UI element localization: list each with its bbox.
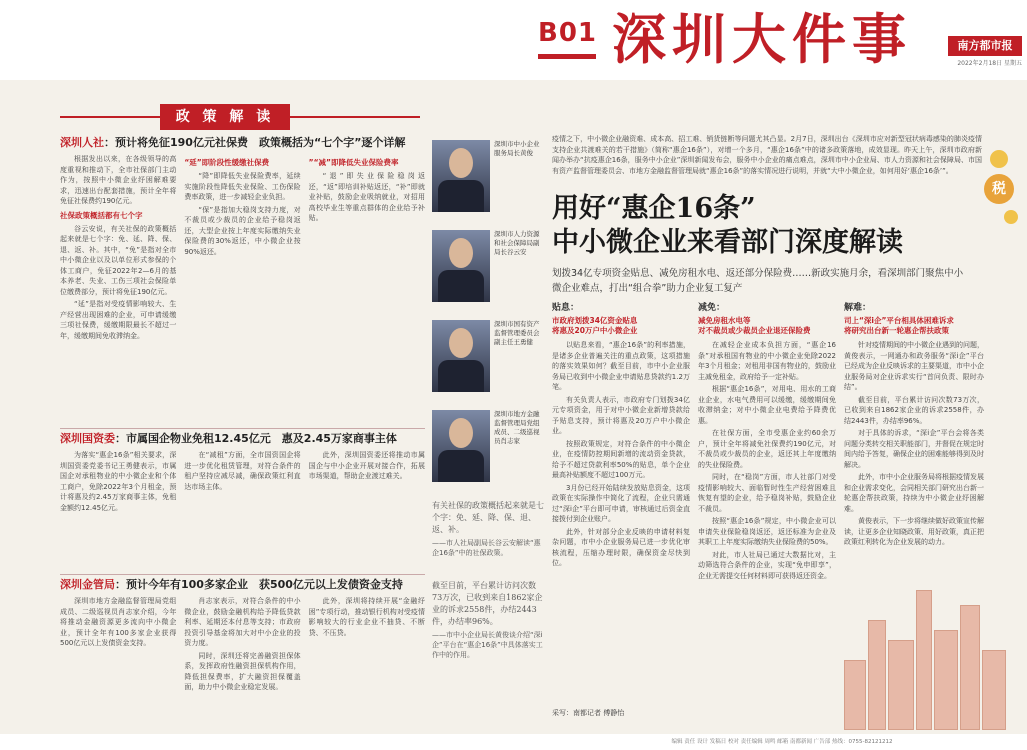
paragraph: “降”即降低失业保险费率，延续实施阶段性降低失业保险、工伤保险费率政策，进一步减轻企业负担。 <box>184 172 301 201</box>
paragraph: 以贴息来看，“惠企16条”的利率措施，是诸多企业普遍关注的重点政策，这项措施的落实效果如何？截至目前，市中小企业服务局已收到中小微企业申请贴息贷款约1.2万笔。 <box>552 341 690 391</box>
headline-line: 用好“惠企16条” <box>552 193 756 224</box>
article-column <box>184 450 300 515</box>
solution-title: 司上“深i企”平台相具体困难诉求 <box>844 316 954 325</box>
article-title: ：市属国企物业免租12.45亿元 惠及2.45万家商事主体 <box>115 432 397 445</box>
speaker-caption: 深圳市地方金融监督管理局党组成员、二级巡视员肖志家 <box>494 410 540 445</box>
main-headline <box>552 192 992 260</box>
paragraph: “延”是指对受疫情影响较大、生产经营出现困难的企业，可申请缓缴三项社保费，缓缴期限最长不超过一年，缓缴期间免收滞纳金。 <box>60 300 177 340</box>
solution-body <box>552 340 690 728</box>
solution-title: 减免房租水电等 <box>698 316 751 325</box>
paragraph: 此外，深圳将持续开展“金融纾困”专项行动，推动银行机构对受疫情影响较大的行业企业不抽贷、不断贷、不压贷。 <box>308 597 425 637</box>
pull-quote-source: ——市人社局副局长谷云安解读“惠企16条”中的社保政策。 <box>432 539 541 557</box>
speaker-photos <box>432 140 544 500</box>
article-column <box>60 450 176 515</box>
lead-paragraph: 疫情之下，中小微企业融资难、成本高、招工难、销货链断等问题尤其凸显。2月7日，深圳出台《深圳市应对新型冠状病毒感染的肺炎疫情支持企业共渡难关的若干措施》（简称“惠企16条”），对增一个多月，“惠企16条”中的诸多政策落地，成效显现。昨天上午，深圳市政府新闻办举办“抗疫惠企16条，服务中小企业”深圳新闻发布会，服务中小企业的痛点难点，深圳市中小企业局、市人力资源和社会保障局、市国有资产监督管理委员会、市地方金融监督管理局就“惠企16条”的落实情况进行说明，并就“大中小微企业，如何用好‘惠企16条’”。 <box>552 135 982 175</box>
article-source: 深圳金管局 <box>60 578 115 591</box>
pull-quote-source: ——市中小企业局长黄俊谈介绍“深i企”平台在“惠企16条”中具体落实工作中的作用。 <box>432 631 543 659</box>
solution-title: 将惠及20万户中小微企业 <box>552 326 638 335</box>
speaker-card <box>432 410 544 496</box>
article-headline <box>60 578 425 592</box>
solution-column-subsidy <box>552 302 690 728</box>
article-source: 深圳人社 <box>60 136 104 149</box>
pull-quote <box>432 580 544 660</box>
solution-column-reduction <box>698 302 836 728</box>
solution-label: 贴息： <box>552 303 580 313</box>
speaker-card <box>432 320 544 406</box>
solution-label: 解难： <box>844 303 872 313</box>
page-number: B01 <box>538 18 597 48</box>
solution-label: 减免： <box>698 303 726 313</box>
page-title: 深圳大件事 <box>612 7 912 71</box>
page-number-bar <box>538 54 596 59</box>
solution-body <box>844 340 984 586</box>
coin-icon <box>990 150 1008 168</box>
article-column <box>309 596 425 695</box>
paragraph: 此外，市中小企业服务局将根据疫情发展和企业需求变化，会同相关部门研究出台新一轮惠企帮扶政策，持续为中小微企业纾困解难。 <box>844 473 984 513</box>
paragraph: “保”是指加大稳岗支持力度，对不裁员或少裁员的企业给予稳岗返还，大型企业按上年度实际缴纳失业保险费的30%返还，中小微企业按90%返还。 <box>184 205 301 256</box>
article-headline <box>60 136 425 150</box>
article-divider <box>60 428 425 429</box>
article-columns <box>60 596 425 695</box>
paragraph: “退”即失业保险稳岗返还，“返”即培训补贴返还，“补”即就业补贴，鼓励企业吸纳就业，对招用高校毕业生等重点群体的企业给予补贴。 <box>308 172 425 222</box>
headline-line: 中小微企业来看部门深度解读 <box>552 227 903 258</box>
paragraph: 同时，在“稳岗”方面，市人社部门对受疫情影响较大、面临暂时性生产经营困难且恢复有望的企业，给予稳岗补贴，鼓励企业不裁员。 <box>698 473 836 513</box>
speaker-photo <box>432 140 490 212</box>
article-headline <box>60 432 425 446</box>
coin-icon <box>1004 210 1018 224</box>
masthead <box>0 0 1027 78</box>
article-title: ：预计将免征190亿元社保费 政策概括为“七个字”逐个详解 <box>104 136 406 149</box>
article-columns <box>60 450 425 515</box>
solution-body <box>698 340 836 728</box>
speaker-caption: 深圳市中小企业服务局长黄俊 <box>494 140 540 157</box>
article-column <box>309 450 425 515</box>
paragraph: 在减轻企业成本负担方面，“惠企16条”对承租国有物业的中小微企业免除2022年3个月租金；对租用非国有物业的，鼓励业主减免租金，政府给予一定补贴。 <box>698 341 836 381</box>
article-columns <box>60 154 425 343</box>
paragraph: 在“减租”方面，全市国资国企将进一步优化租赁管理，对符合条件的租户坚持应减尽减，确保政策红利直达市场主体。 <box>184 451 301 491</box>
article-state-assets <box>60 432 425 570</box>
speaker-caption: 深圳市国有资产监督管理委员会副主任王勇健 <box>494 320 540 346</box>
paragraph: 按照“惠企16条”规定，中小微企业可以申请失业保险稳岗返还，返还标准为企业及其职工上年度实际缴纳失业保险费的50%。 <box>698 517 836 546</box>
solution-title: 将研究出台新一轮惠企帮扶政策 <box>844 326 949 335</box>
article-finance-bureau <box>60 578 425 726</box>
article-column <box>184 596 300 695</box>
paragraph: 对此，市人社局已通过大数据比对，主动筛选符合条件的企业，实现“免申即享”，企业无需提交任何材料即可获得返还资金。 <box>698 550 836 580</box>
article-divider <box>60 574 425 575</box>
speaker-caption: 深圳市人力资源和社会保障局副局长谷云安 <box>494 230 540 256</box>
paragraph: 此外，针对部分企业反映的申请材料复杂问题，市中小企业服务局已进一步优化审核流程，压缩办理时限，确保资金尽快到位。 <box>552 527 690 567</box>
paragraph: 根据“惠企16条”，对用电、用水的工商业企业，水电气费用可以缓缴，缓缴期间免收滞纳金；对中小微企业电费给予降费优惠。 <box>698 385 836 425</box>
pull-quote-text: 截至目前，平台累计访问次数73万次，已收到来自1862家企业的诉求2558件，办结2443件，办结率96%。 <box>432 581 543 626</box>
headline-deck: 划拨34亿专项资金贴息、减免房租水电、返还部分保险费……新政实施月余，看深圳部门聚焦中小微企业难点，打出“组合拳”助力企业复工复产 <box>552 268 964 294</box>
article-column <box>60 596 176 695</box>
paragraph: 对于具体的诉求，“深i企”平台会将各类问题分类转交相关职能部门，并督促在规定时间内给予答复，确保企业的困难能够得到及时解决。 <box>844 429 984 469</box>
paragraph: 深圳市地方金融监督管理局党组成员、二级巡视员肖志家介绍，今年将推动金融资源更多流向中小微企业，预计全年有100多家企业获得500亿元以上发债资金支持。 <box>60 597 177 647</box>
paragraph: 按照政策规定，对符合条件的中小微企业，在疫情防控期间新增的流动资金贷款，给予不超过贷款利率50%的贴息，单个企业最高补贴额度不超过100万元。 <box>552 439 690 479</box>
tax-icon: 税 <box>984 174 1014 204</box>
article-column <box>60 154 176 343</box>
speaker-card <box>432 230 544 316</box>
paragraph: 截至目前，平台累计访问次数73万次，已收到来自1862家企业的诉求2558件，办结2443件，办结率96%。 <box>844 395 984 425</box>
paragraph: 为落实“惠企16条”相关要求，深圳国资委党委书记王勇健表示，市属国企对承租物业的中小微企业和个体工商户，免除2022年3个月租金，预计将惠及约2.45万家商事主体，免租金额约12.45亿元。 <box>60 451 177 512</box>
byline: 采写：南都记者 傅静怡 <box>552 709 625 717</box>
footer-credits: 编辑 责任 设计 发稿日 校对 责任编辑 周鸣 邮箱 南都新闻 广告部 热线：0755-82121212 <box>671 739 893 745</box>
pull-quote <box>432 500 544 558</box>
speaker-photo <box>432 410 490 482</box>
section-banner: 政 策 解 读 <box>160 104 290 130</box>
solution-column-difficulties <box>844 302 984 586</box>
solution-title: 对不裁员或少裁员企业退还保险费 <box>698 326 811 335</box>
paragraph: 谷云安说，有关社保的政策概括起来就是七个字：免、延、降、保、退、返、补。其中，“免”是指对全市中小微企业以及以单位形式参保的个体工商户，免征2022年2—6月的基本养老、失业、工伤三项社会保险单位缴费部分，预计将免征190亿元。 <box>60 224 177 296</box>
article-subhead: ”“减”即降低失业保险费率 <box>308 158 399 167</box>
article-social-insurance <box>60 136 425 424</box>
article-source: 深圳国资委 <box>60 432 115 445</box>
paragraph: 此外，深圳国资委还将推动市属国企与中小企业开展对接合作，拓展市场渠道，帮助企业渡过难关。 <box>308 451 425 480</box>
pull-quote-text: 有关社保的政策概括起来就是七个字：免、延、降、保、退、返、补。 <box>432 501 544 534</box>
issue-date: 2022年2月18日 星期五 <box>957 60 1022 67</box>
article-subhead: 社保政策概括都有七个字 <box>60 210 143 220</box>
paragraph: 同时，深圳还将完善融资担保体系，发挥政府性融资担保机构作用，降低担保费率，扩大融资担保覆盖面，助力中小微企业稳定发展。 <box>184 651 301 691</box>
paragraph: 在社保方面，全市受惠企业约60余万户，预计全年将减免社保费约190亿元，对不裁员或少裁员的企业，返还其上年度缴纳的失业保险费。 <box>698 429 836 469</box>
paragraph: 黄俊表示，下一步将继续做好政策宣传解读，让更多企业知晓政策、用好政策，真正把政策红利转化为企业发展的动力。 <box>844 517 984 546</box>
city-illustration <box>840 560 1010 730</box>
paragraph: 针对疫情期间的中小微企业遇到的问题，黄俊表示，一网通办和政务服务“深i企”平台已经成为企业反映诉求的主要渠道，市中小企业服务局对企业诉求实行“首问负责、限时办结”。 <box>844 341 984 391</box>
speaker-photo <box>432 230 490 302</box>
paragraph: 3月份已经开始陆续发放贴息资金，这项政策在实际操作中简化了流程，企业只需通过“深i企”平台即可申请，审核通过后资金直接拨付到企业账户。 <box>552 483 690 523</box>
speaker-photo <box>432 320 490 392</box>
article-subhead: “延”即阶段性缓缴社保费 <box>184 158 270 167</box>
article-title: ：预计今年有100多家企业 获500亿元以上发债资金支持 <box>115 578 403 591</box>
newspaper-logo: 南方都市报 <box>948 36 1022 56</box>
article-column <box>309 154 425 343</box>
speaker-card <box>432 140 544 226</box>
paragraph: 肖志家表示，对符合条件的中小微企业，鼓励金融机构给予降低贷款利率、延期还本付息等支持；市政府投资引导基金将加大对中小企业的投资力度。 <box>184 597 301 647</box>
paragraph: 根据发出以来，在各级领导的高度重视和推动下，全市社保部门主动作为，按照中小微企业纾困解难要求，迅速出台配套措施，预计全年将免征社保费约190亿元。 <box>60 155 177 205</box>
paragraph: 有关负责人表示，市政府专门划拨34亿元专项资金，用于对中小微企业新增贷款给予贴息支持，预计将惠及20万户中小微企业。 <box>552 395 690 435</box>
solution-title: 市政府划拨34亿资金贴息 <box>552 316 638 325</box>
article-column <box>184 154 300 343</box>
